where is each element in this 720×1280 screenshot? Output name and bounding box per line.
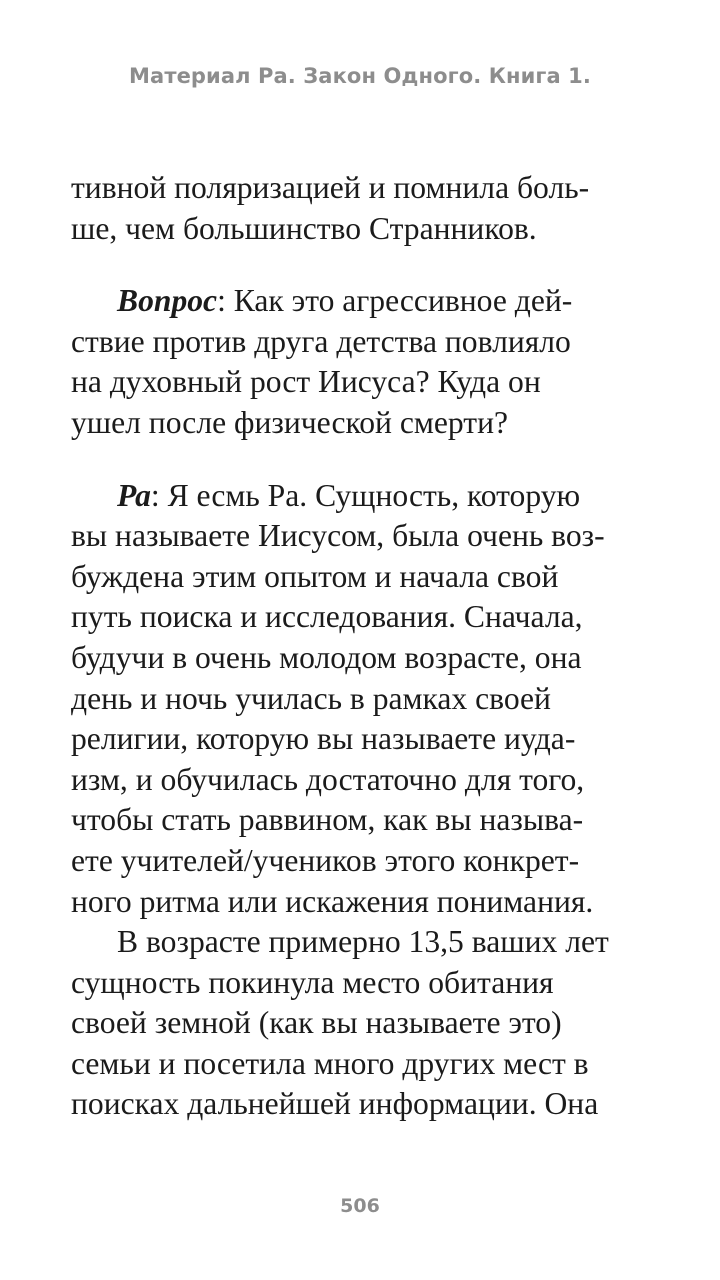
- text-line: поисках дальнейшей информации. Она: [71, 1086, 599, 1122]
- text-line: на духовный рост Иисуса? Куда он: [71, 364, 541, 400]
- text-line: ушел после физической смерти?: [71, 404, 509, 440]
- text-fragment: : Я есмь Ра. Сущность, которую: [150, 477, 581, 513]
- speaker-label-question: Вопрос: [117, 283, 218, 319]
- text-line: вы называете Иисусом, была очень воз-: [71, 518, 605, 554]
- text-line: изм, и обучилась достаточно для того,: [71, 761, 585, 797]
- text-line: религии, которую вы называете иуда-: [71, 721, 576, 757]
- text-line: семьи и посетила много других мест в: [71, 1045, 589, 1081]
- question-first-line: [71, 281, 646, 322]
- text-line: тивной поляризацией и помнила боль-: [71, 170, 590, 205]
- text-line: буждена этим опытом и начала свой: [71, 558, 559, 594]
- text-line: чтобы стать раввином, как вы называ-: [71, 802, 584, 838]
- text-line: ше, чем большинство Странников.: [71, 210, 537, 246]
- paragraph-gap: [71, 249, 646, 281]
- text-line: ете учителей/учеников этого конкрет-: [71, 842, 580, 878]
- text-line: сущность покинула место обитания: [71, 964, 554, 1000]
- text-line: В возрасте примерно 13,5 ваших лет: [117, 924, 609, 960]
- paragraph-gap: [71, 444, 646, 476]
- text-line: своей земной (как вы называете это): [71, 1005, 562, 1041]
- text-line: путь поиска и исследования. Сначала,: [71, 599, 583, 635]
- speaker-label-ra: Ра: [117, 477, 151, 513]
- book-title-header: Материал Ра. Закон Одного. Книга 1.: [129, 64, 591, 88]
- page-text: [71, 168, 646, 1125]
- text-line: ного ритма или искажения понимания.: [71, 883, 594, 919]
- text-fragment: : Как это агрессивное дей-: [217, 283, 573, 319]
- page-number: 506: [340, 1195, 380, 1217]
- text-line: день и ночь училась в рамках своей: [71, 680, 551, 716]
- answer-first-line: [71, 476, 646, 517]
- text-line: ствие против друга детства повлияло: [71, 323, 571, 359]
- text-line: будучи в очень молодом возрасте, она: [71, 639, 582, 675]
